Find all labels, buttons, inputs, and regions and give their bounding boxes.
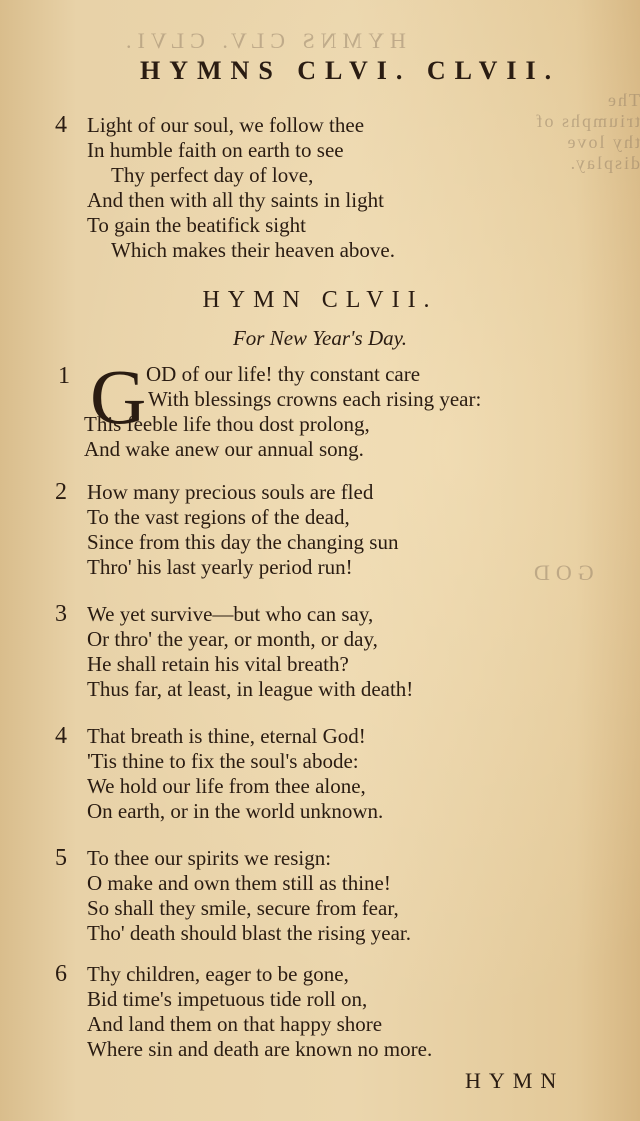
verse-line: Thy children, eager to be gone, — [87, 962, 349, 986]
verse-line: Thro' his last yearly period run! — [87, 555, 353, 579]
verse-line: That breath is thine, eternal God! — [87, 724, 366, 748]
verse-line: With blessings crowns each rising year: — [148, 387, 482, 411]
stanza-6 — [55, 962, 432, 1062]
stanza-1 — [58, 353, 482, 462]
stanza-2 — [55, 480, 398, 580]
catchword: HYMN — [465, 1068, 565, 1093]
verse-line: Tho' death should blast the rising year. — [87, 921, 411, 945]
drop-capital: G — [90, 353, 147, 440]
stanza-number: 3 — [55, 601, 67, 627]
bleed-through-header: HYMNS CLV. CLVI. — [120, 28, 406, 53]
verse-line: O make and own them still as thine! — [87, 871, 391, 895]
hymn-subtitle: For New Year's Day. — [232, 326, 408, 350]
verse-line: To thee our spirits we resign: — [87, 846, 332, 870]
verse-line: Since from this day the changing sun — [87, 530, 399, 554]
verse-line: 'Tis thine to fix the soul's abode: — [87, 749, 359, 773]
verse-line: He shall retain his vital breath? — [87, 652, 349, 676]
stanza-3 — [55, 602, 413, 702]
verse-line: How many precious souls are fled — [87, 480, 374, 504]
stanza-number: 4 — [55, 112, 67, 138]
verse-line: OD of our life! thy constant care — [146, 362, 421, 386]
verse-line: Light of our soul, we follow thee — [87, 113, 365, 137]
verse-line: And wake anew our annual song. — [84, 437, 364, 461]
verse-line: In humble faith on earth to see — [87, 138, 344, 162]
bleed-through-line: The triumphs of thy love display. — [534, 90, 640, 173]
verse-line: So shall they smile, secure from fear, — [87, 896, 399, 920]
stanza-5 — [55, 846, 411, 946]
verse-line: This feeble life thou dost prolong, — [84, 412, 370, 436]
verse-line: Which makes their heaven above. — [111, 238, 395, 262]
verse-line: Bid time's impetuous tide roll on, — [87, 987, 368, 1011]
verse-line: Thy perfect day of love, — [111, 163, 314, 187]
hymn-title: HYMN CLVII. — [202, 287, 438, 313]
verse-line: To the vast regions of the dead, — [87, 505, 350, 529]
stanza-number: 5 — [55, 845, 67, 871]
stanza-number: 4 — [55, 723, 67, 749]
verse-line: And then with all thy saints in light — [87, 188, 384, 212]
stanza-4 — [55, 724, 383, 824]
stanza-number: 2 — [55, 479, 67, 505]
running-header: HYMNS CLVI. CLVII. — [140, 56, 561, 85]
verse-line: Or thro' the year, or month, or day, — [87, 627, 378, 651]
verse-line: We yet survive—but who can say, — [87, 602, 374, 626]
verse-line: And land them on that happy shore — [87, 1012, 383, 1036]
verse-line: We hold our life from thee alone, — [87, 774, 366, 798]
verse-line: Thus far, at least, in league with death! — [87, 677, 414, 701]
stanza-number: 1 — [58, 363, 70, 389]
stanza-number: 6 — [55, 961, 67, 987]
verse-line: To gain the beatifick sight — [87, 213, 306, 237]
verse-line: Where sin and death are known no more. — [87, 1037, 433, 1061]
previous-hymn-stanza — [55, 113, 395, 263]
bleed-through-word: GOD — [528, 560, 594, 585]
verse-line: On earth, or in the world unknown. — [87, 799, 384, 823]
